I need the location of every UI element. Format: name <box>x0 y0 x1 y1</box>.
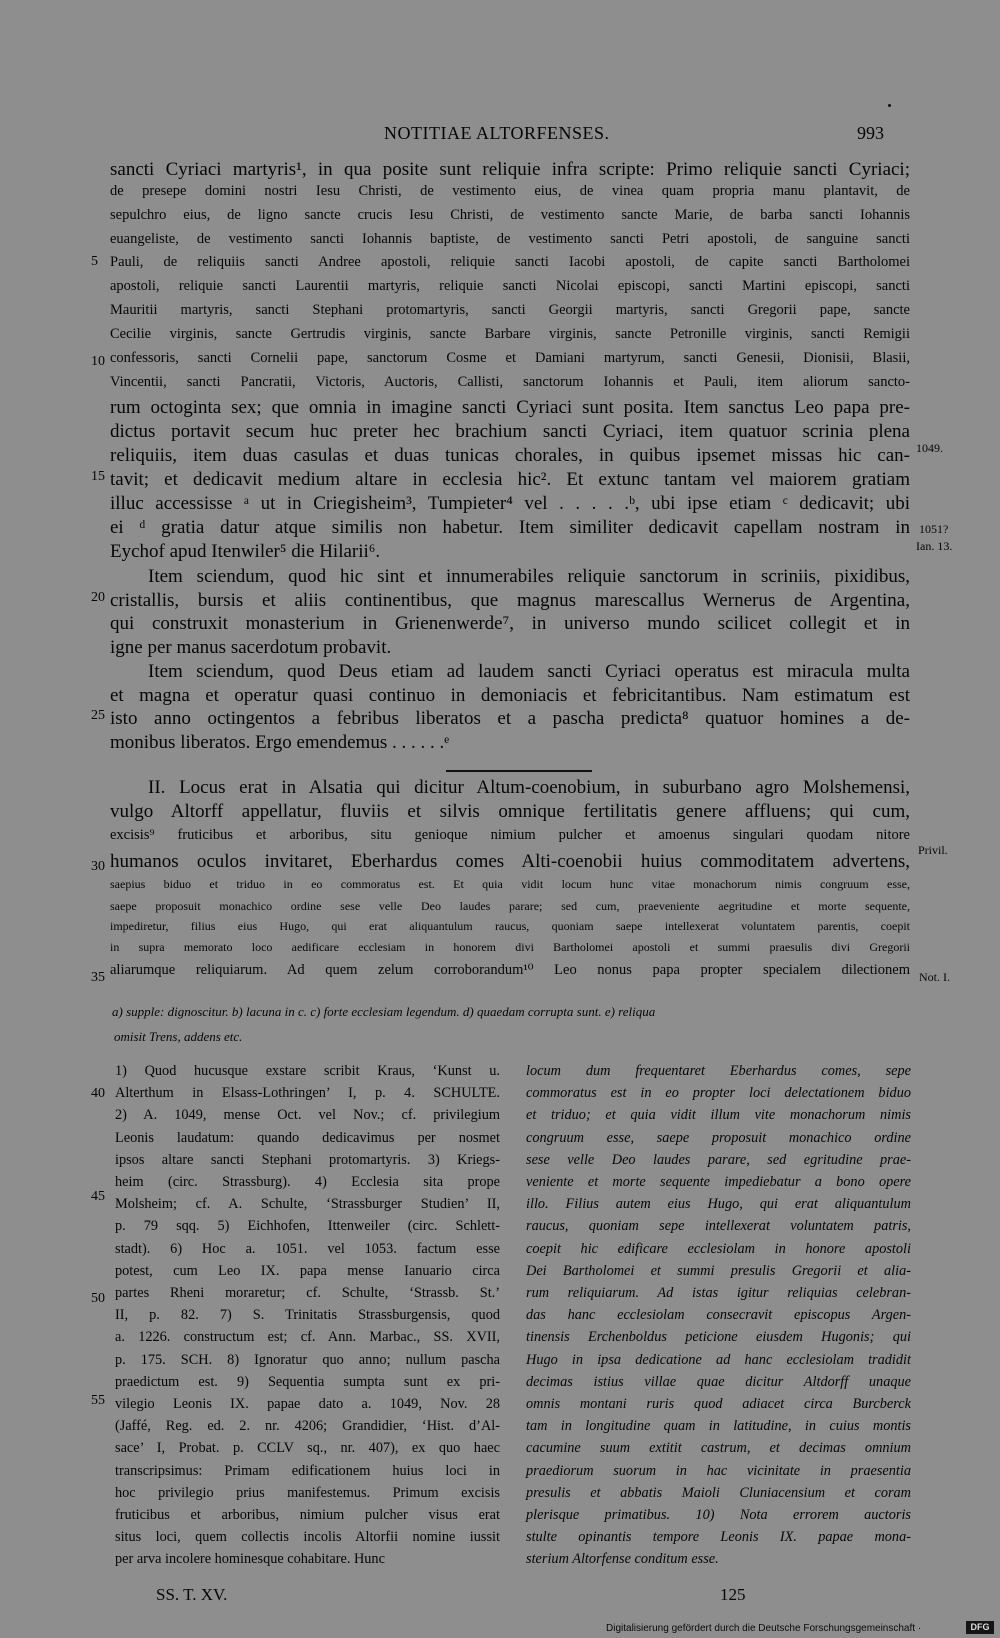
footnote-line: omnis montani ruris quod adiacet circa Burcberck <box>526 1396 911 1412</box>
footnote-line: hoc privilegio prius manifestemus. Primum excisis <box>115 1484 500 1501</box>
text-line: II. Locus erat in Alsatia qui dicitur Altum-coenobium, in suburbano agro Molshemensi, <box>148 777 910 798</box>
footnote-line: commoratus est in eo propter loci delectationem biduo <box>526 1085 911 1102</box>
footnote-line: illo. Filius autem eius Hugo, qui erat aliquantulum <box>526 1196 911 1213</box>
margin-note: Not. I. <box>919 970 950 984</box>
text-line: Cecilie virginis, sancte Gertrudis virginis, sancte Barbare virginis, sancte Petronille virginis, sancti Remigii <box>110 326 910 342</box>
footnote-line: sese velle Deo laudes parare, sed egritudine prae- <box>526 1151 911 1168</box>
text-line: dictus portavit secum huc preter hec brachium sancti Cyriaci, item quatuor scrinia plena <box>110 421 910 442</box>
footnote-line: cacumine suum extitit castrum, et decimas omnium <box>526 1440 911 1457</box>
footnote-line: potest, cum Leo IX. papa mense Ianuario circa <box>115 1262 500 1279</box>
line-number: 40 <box>91 1086 105 1101</box>
text-line: monibus liberatos. Ergo emendemus . . . . . .ᵉ <box>110 732 450 753</box>
critical-apparatus-line-2: omisit Trens, addens etc. <box>114 1029 243 1044</box>
footnote-line: 2) A. 1049, mense Oct. vel Nov.; cf. privilegium <box>115 1107 500 1124</box>
text-line: saepius biduo et triduo in eo commoratus est. Et quia vidit locum hunc vitae monachorum nimis congruum esse, <box>110 877 910 891</box>
footnote-line: et triduo; et quia vidit illum vite monachorum nimis <box>526 1107 911 1124</box>
text-line: vulgo Altorff appellatur, fluviis et silvis omnique fertilitatis genere affluens; qui cum, <box>110 801 910 822</box>
footnote-line: p. 175. SCH. 8) Ignoratur quo anno; nullum pascha <box>115 1351 500 1368</box>
line-number: 35 <box>91 970 105 985</box>
footnote-line: praediorum suorum in hac vicinitate in praesentia <box>526 1462 911 1479</box>
text-line: Mauritii martyris, sancti Stephani protomartyris, sancti Georgii martyris, sancti Gregorii pape, sancte <box>110 302 910 318</box>
footnote-line: sace’ I, Probat. p. CCLV sq., nr. 407), ex quo haec <box>115 1440 500 1457</box>
dfg-logo: DFG <box>966 1621 994 1634</box>
margin-note: Ian. 13. <box>916 539 953 553</box>
text-line: sancti Cyriaci martyris¹, in qua posite sunt reliquie infra scripte: Primo reliquie sancti Cyriaci; <box>110 159 910 180</box>
text-line: Pauli, de reliquiis sancti Andree apostoli, reliquie sancti Iacobi apostoli, de capite sancti Bartholomei <box>110 254 910 270</box>
footnote-line: Hugo in ipsa dedicatione ad hanc ecclesiolam tradidit <box>526 1351 911 1368</box>
footnote-line: praedictum est. 9) Sequentia sumpta sunt ex pri- <box>115 1373 500 1390</box>
line-number: 20 <box>91 590 105 605</box>
text-line: apostoli, reliquie sancti Laurentii martyris, reliquie sancti Nicolai episcopi, sancti Martini episcopi, sancti <box>110 278 910 294</box>
running-title: NOTITIAE ALTORFENSES. <box>384 123 610 143</box>
text-line: rum octoginta sex; que omnia in imagine sancti Cyriaci sunt posita. Item sanctus Leo papa pre- <box>110 397 910 418</box>
footnote-line: (Jaffé, Reg. ed. 2. nr. 4206; Grandidier, ‘Hist. d’Al- <box>115 1418 500 1435</box>
footnote-line: rum reliquiarum. Ad istas igitur reliquias celebran- <box>526 1285 911 1301</box>
critical-apparatus-line-1: a) supple: dignoscitur. b) lacuna in c. c) forte ecclesiam legendum. d) quaedam corrupta sunt. e) reliqua <box>112 1004 656 1019</box>
footnote-line: p. 79 sqq. 5) Eichhofen, Ittenweiler (circ. Schlett- <box>115 1218 500 1235</box>
footnote-line: per arva incolere hominesque cohabitare. Hunc <box>115 1551 385 1568</box>
line-number: 50 <box>91 1291 105 1306</box>
text-line: humanos oculos invitaret, Eberhardus comes Alti-coenobii huius commoditatem advertens, <box>110 851 910 872</box>
footnote-line: plerisque primatibus. 10) Nota errorem auctoris <box>526 1507 911 1523</box>
footnote-line: 1) Quod hucusque exstare scribit Kraus, ‘Kunst u. <box>115 1063 500 1079</box>
line-number: 15 <box>91 469 105 484</box>
text-line: illuc accessisse ᵃ ut in Criegisheim³, Tumpieter⁴ vel . . . . .ᵇ, ubi ipse etiam ᶜ dedicavit; ubi <box>110 493 910 514</box>
signature-mark: SS. T. XV. <box>156 1585 228 1604</box>
footnote-line: coepit hic edificare ecclesiolam in honore apostoli <box>526 1240 911 1257</box>
text-line: et magna et operatur quasi continuo in demoniacis et febricitantibus. Nam estimatum est <box>110 685 910 706</box>
footnote-line: fruticibus et arboribus, nimium pulcher visus erat <box>115 1507 500 1523</box>
footnote-line: presulis et abbatis Maioli Cluniacensium et coram <box>526 1484 911 1501</box>
footnote-line: vilegio Leonis IX. papae dato a. 1049, Nov. 28 <box>115 1396 500 1412</box>
text-line: excisis⁹ fruticibus et arboribus, situ genioque nimium pulcher et amoenus singulari quodam nitore <box>110 827 910 843</box>
footnote-line: Leonis laudatum: quando dedicavimus per nosmet <box>115 1129 500 1146</box>
footnote-line: ipsos altare sancti Stephani protomartyris. 3) Kriegs- <box>115 1151 500 1168</box>
text-line: impediretur, filius eius Hugo, qui erat aliquantulum raucus, quoniam saepe intellexerat voluntatem parentis, coepit <box>110 919 910 933</box>
section-divider <box>446 770 592 772</box>
line-number: 5 <box>91 254 98 269</box>
footnote-line: locum dum frequentaret Eberhardus comes, sepe <box>526 1063 911 1079</box>
footnote-line: decimas istius villae quae dicitur Altdorff unaque <box>526 1373 911 1390</box>
text-line: cristallis, bursis et aliis continentibus, que magnus marescallus Wernerus de Argentina, <box>110 590 910 611</box>
page-number: 993 <box>857 123 884 143</box>
footnote-line: veniente et morte sequente impediebatur a bono opere <box>526 1174 911 1190</box>
footnote-line: sterium Altorfense conditum esse. <box>526 1551 719 1568</box>
footnote-line: heim (circ. Strassburg). 4) Ecclesia sita prope <box>115 1174 500 1190</box>
line-number: 25 <box>91 708 105 723</box>
text-line: de presepe domini nostri Iesu Christi, de vestimento eius, de vinea quam propria manu plantavit, de <box>110 183 910 199</box>
footnote-line: stadt). 6) Hoc a. 1051. vel 1053. factum esse <box>115 1240 500 1257</box>
line-number: 55 <box>91 1393 105 1408</box>
footnote-line: II, p. 82. 7) S. Trinitatis Strassburgensis, quod <box>115 1307 500 1324</box>
text-line: Eychof apud Itenwiler⁵ die Hilarii⁶. <box>110 541 381 562</box>
text-line: reliquiis, item duas casulas et duas tunicas chorales, in quibus ipsemet missas hic can- <box>110 445 910 466</box>
text-line: euangeliste, de vestimento sancti Iohannis baptiste, de vestimento sancti Petri apostoli, de sanguine sancti <box>110 231 910 247</box>
footnote-line: congruum esse, saepe proposuit monachico ordine <box>526 1129 911 1146</box>
footnote-line: a. 1226. constructum est; cf. Ann. Marbac., SS. XVII, <box>115 1329 500 1346</box>
line-number: 30 <box>91 859 105 874</box>
footnote-line: Alterthum in Elsass-Lothringen’ I, p. 4. SCHULTE. <box>115 1085 500 1102</box>
footnote-line: transcripsimus: Primam edificationem huius loci in <box>115 1462 500 1479</box>
margin-note: Privil. <box>918 843 948 857</box>
text-line: Item sciendum, quod hic sint et innumerabiles reliquie sanctorum in scriniis, pixidibus, <box>148 566 910 587</box>
text-line: ei ᵈ gratia datur atque similis non habetur. Item similiter dedicavit capellam nostram in <box>110 517 910 538</box>
footnote-line: Dei Bartholomei et summi presulis Gregorii et alia- <box>526 1262 911 1279</box>
text-line: isto anno octingentos a febribus liberatos et a pascha predicta⁸ quatuor homines a de- <box>110 708 910 729</box>
digitization-credit: Digitalisierung gefördert durch die Deutsche Forschungsgemeinschaft · <box>606 1623 922 1634</box>
footnote-line: raucus, quoniam sepe intellexerat voluntatem patris, <box>526 1218 911 1235</box>
line-number: 45 <box>91 1189 105 1204</box>
text-line: igne per manus sacerdotum probavit. <box>110 637 392 658</box>
margin-note: 1051? <box>919 522 949 536</box>
text-line: qui construxit monasterium in Grienenwerde⁷, in universo mundo scilicet collegit et in <box>110 613 910 634</box>
footnote-line: tam in longitudine quam in latitudine, in cuius montis <box>526 1418 911 1435</box>
text-line: tavit; et dedicavit medium altare in ecclesia hic². Et extunc tantam vel maiorem gratiam <box>110 469 910 490</box>
footnote-line: situs loci, quem collectis incolis Altorfii nomine iussit <box>115 1529 500 1546</box>
sheet-number: 125 <box>720 1585 746 1604</box>
page-speck <box>888 104 891 107</box>
text-line: aliarumque reliquiarum. Ad quem zelum corroborandum¹⁰ Leo nonus papa propter specialem dilectionem <box>110 962 910 978</box>
text-line: in supra memorato loco aedificare ecclesiam in honorem divi Bartholomei apostoli et summi praesulis divi Gregorii <box>110 940 910 954</box>
text-line: Item sciendum, quod Deus etiam ad laudem sancti Cyriaci operatus est miracula multa <box>148 661 910 682</box>
margin-note: 1049. <box>916 441 943 455</box>
footnote-line: das hanc ecclesiolam consecravit episcopus Argen- <box>526 1307 911 1324</box>
text-line: sepulchro eius, de ligno sancte crucis Iesu Christi, de vestimento sancte Marie, de barba sancti Iohannis <box>110 207 910 223</box>
footnote-line: partes Rheni moraretur; cf. Schulte, ‘Strassb. St.’ <box>115 1285 500 1301</box>
footnote-line: tinensis Erchenboldus peticione eiusdem Hugonis; qui <box>526 1329 911 1346</box>
footnote-line: Molsheim; cf. A. Schulte, ‘Strassburger Studien’ II, <box>115 1196 500 1213</box>
text-line: saepe proposuit monachico ordine sese velle Deo laudes parare; sed cum, praeveniente aegritudine et morte sequente, <box>110 899 910 913</box>
footnote-line: stulte opinantis tempore Leonis IX. papae mona- <box>526 1529 911 1546</box>
line-number: 10 <box>91 354 105 369</box>
text-line: confessoris, sancti Cornelii pape, sanctorum Cosme et Damiani martyrum, sancti Genesii, Dionisii, Blasii, <box>110 350 910 366</box>
text-line: Vincentii, sancti Pancratii, Victoris, Auctoris, Callisti, sanctorum Iohannis et Pauli, item aliorum sancto- <box>110 374 910 390</box>
